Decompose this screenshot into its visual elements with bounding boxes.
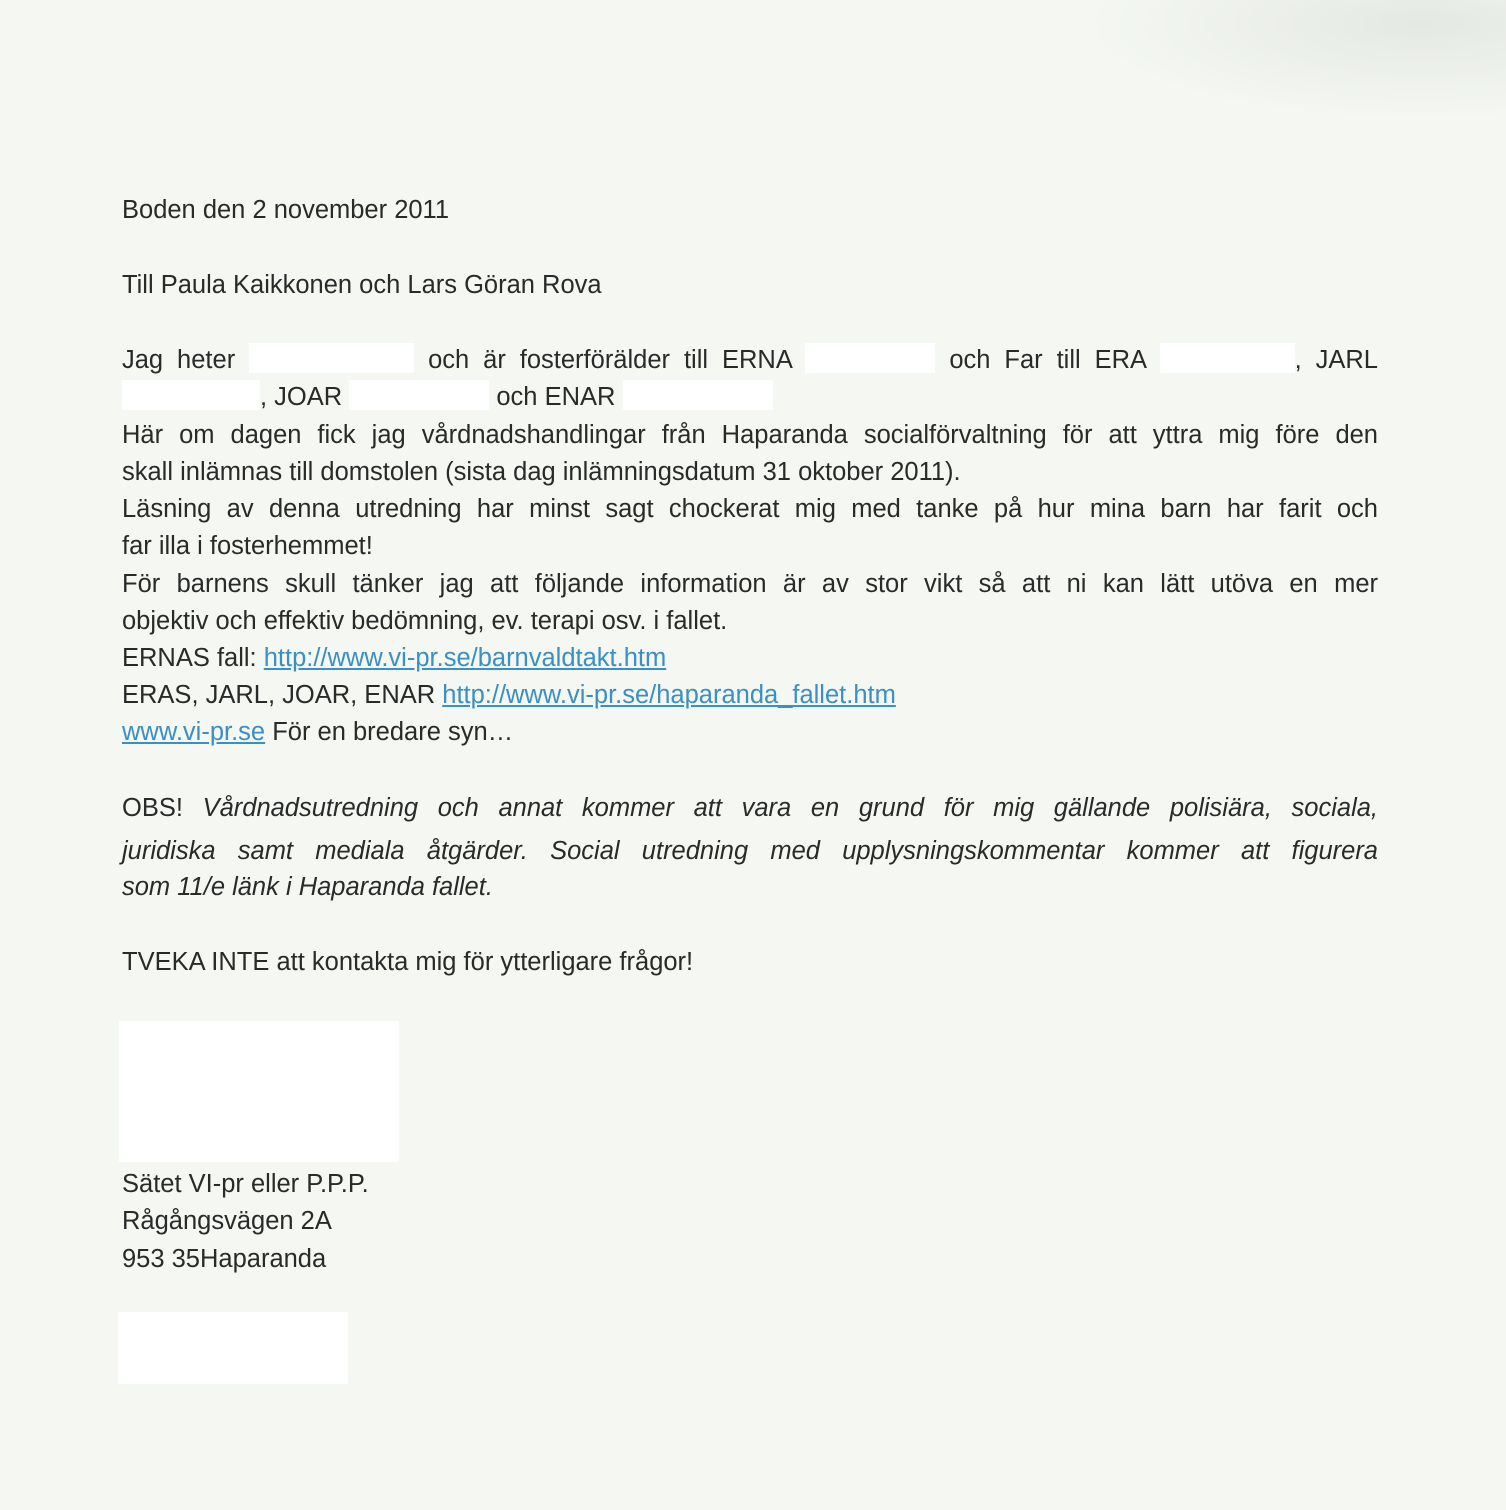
ernas-label: ERNAS fall: [122, 644, 257, 672]
ernas-link[interactable]: http://www.vi-pr.se/barnvaldtakt.htm [263, 644, 667, 672]
obs-text-1: Vårdnadsutredning och annat kommer att vara en grund för mig gällande polisiära, sociala, [202, 794, 1378, 822]
obs-label: OBS! [122, 794, 183, 822]
site-link[interactable]: www.vi-pr.se [122, 718, 266, 746]
scan-shadow [1086, 0, 1506, 120]
body-line: För barnens skull tänker jag att följande information är av stor vikt så att ni kan lätt utöva en mer [122, 570, 1378, 598]
body-line: objektiv och effektiv bedömning, ev. terapi osv. i fallet. [122, 607, 728, 635]
body-line: skall inlämnas till domstolen (sista dag inlämningsdatum 31 oktober 2011). [122, 458, 961, 486]
intro-text-3: och Far till ERA [949, 346, 1146, 374]
redacted-name [349, 380, 489, 410]
ernas-link-line [122, 640, 666, 677]
redacted-contact [118, 1312, 348, 1384]
redacted-name [249, 343, 414, 373]
redacted-name [805, 343, 935, 373]
haparanda-link[interactable]: http://www.vi-pr.se/haparanda_fallet.htm [442, 681, 896, 709]
recipient-line: Till Paula Kaikkonen och Lars Göran Rova [122, 271, 602, 299]
redacted-name [122, 380, 260, 410]
intro-text-4: , JARL [1294, 346, 1378, 374]
address-line: Sätet VI-pr eller P.P.P. [122, 1170, 369, 1198]
date-line: Boden den 2 november 2011 [122, 196, 450, 224]
intro-text-5: , JOAR [260, 383, 343, 411]
intro-line-2 [122, 379, 773, 416]
intro-text-1: Jag heter [122, 346, 236, 374]
body-line: Här om dagen fick jag vårdnadshandlingar från Haparanda socialförvaltning för att yttra mig före den [122, 421, 1378, 449]
obs-line-2: juridiska samt mediala åtgärder. Social utredning med upplysningskommentar kommer att figurera [122, 837, 1378, 865]
intro-line-1 [122, 342, 1378, 379]
address-line: Rågångsvägen 2A [122, 1207, 332, 1235]
redacted-signature [119, 1021, 399, 1162]
site-suffix: För en bredare syn… [272, 718, 514, 746]
others-link-line [122, 677, 896, 714]
body-line: Läsning av denna utredning har minst sagt chockerat mig med tanke på hur mina barn har farit och [122, 495, 1378, 523]
others-label: ERAS, JARL, JOAR, ENAR [122, 681, 436, 709]
redacted-name [1160, 343, 1295, 373]
address-line: 953 35Haparanda [122, 1245, 327, 1273]
intro-text-2: och är fosterförälder till ERNA [428, 346, 792, 374]
obs-line-1 [122, 790, 1378, 827]
intro-text-6: och ENAR [496, 383, 616, 411]
obs-line-3: som 11/e länk i Haparanda fallet. [122, 873, 493, 901]
site-link-line [122, 714, 513, 751]
closing-line: TVEKA INTE att kontakta mig för ytterligare frågor! [122, 948, 694, 976]
redacted-name [623, 380, 773, 410]
body-line: far illa i fosterhemmet! [122, 532, 373, 560]
